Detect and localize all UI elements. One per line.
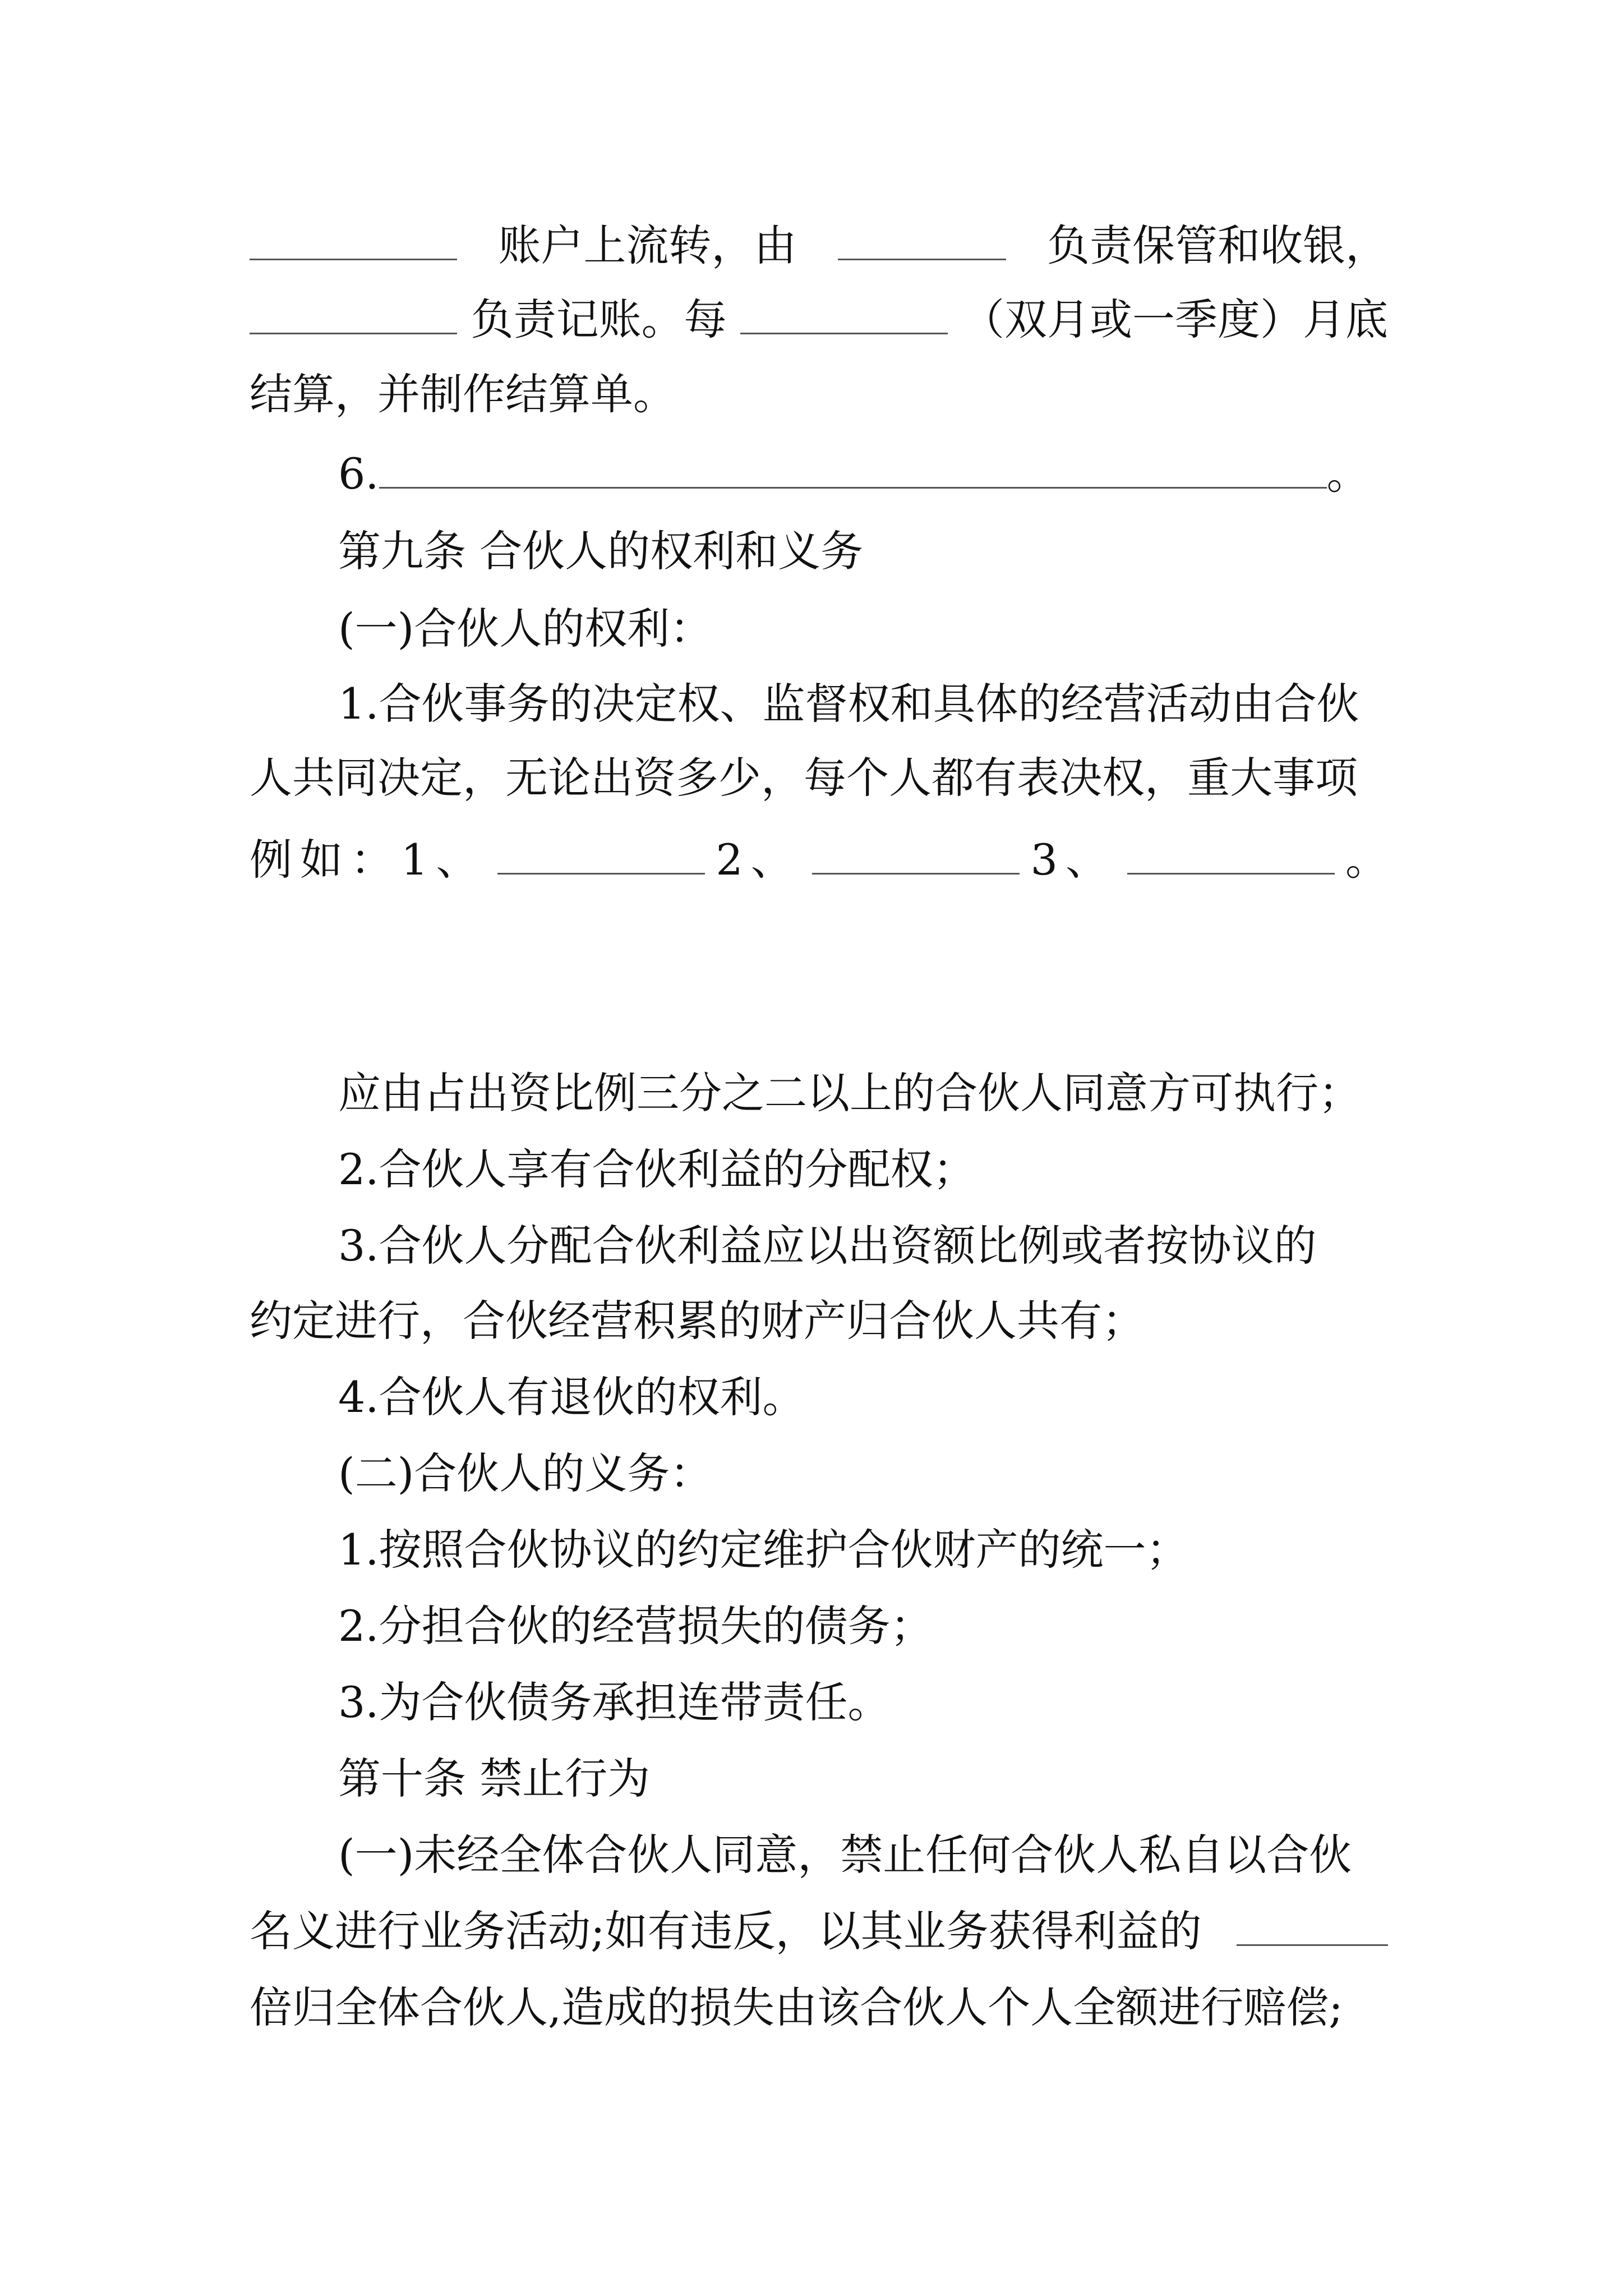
paragraph-line: 人共同决定，无论出资多少，每个人都有表决权，重大事项 [250, 753, 1358, 803]
fill-blank [379, 452, 1327, 489]
paragraph-line: 1.合伙事务的决定权、监督权和具体的经营活动由合伙 [338, 679, 1359, 729]
fill-blank [812, 838, 1020, 875]
paragraph-line: 应由占出资比例三分之二以上的合伙人同意方可执行； [338, 1068, 1361, 1118]
paragraph-line: 4.合伙人有退伙的权利。 [338, 1372, 805, 1422]
paragraph-line: 倍归全体合伙人,造成的损失由该合伙人个人全额进行赔偿; [250, 1982, 1343, 2032]
text-segment: 负责记账。每 [471, 295, 727, 344]
article-title: 第九条 合伙人的权利和义务 [338, 526, 864, 576]
paragraph-line [250, 215, 1388, 277]
paragraph-line: 约定进行，合伙经营积累的财产归合伙人共有； [250, 1296, 1145, 1346]
paragraph-line [250, 1901, 1388, 1962]
paragraph-line: 3.合伙人分配合伙利益应以出资额比例或者按协议的 [338, 1221, 1317, 1271]
text-segment: 账户上流转，由 [498, 220, 797, 270]
paragraph-line [338, 443, 1370, 505]
section-heading: (二)合伙人的义务： [338, 1448, 713, 1498]
paragraph-line [250, 829, 1388, 891]
text-segment: 。 [1326, 449, 1370, 499]
fill-blank [250, 224, 457, 260]
fill-blank [838, 224, 1006, 260]
fill-blank [1237, 1910, 1388, 1946]
paragraph-line: (一)未经全体合伙人同意，禁止任何合伙人私自以合伙 [338, 1830, 1352, 1880]
paragraph-line: 2.分担合伙的经营损失的债务； [338, 1601, 933, 1651]
paragraph-line: 2.合伙人享有合伙利益的分配权； [338, 1144, 976, 1194]
fill-blank [497, 838, 705, 875]
text-segment: 2、 [716, 835, 801, 885]
item-number: 6. [338, 449, 379, 499]
paragraph-line: 3.为合伙债务承担连带责任。 [338, 1677, 891, 1727]
fill-blank [740, 298, 948, 334]
paragraph-line: 1.按照合伙协议的约定维护合伙财产的统一； [338, 1525, 1189, 1575]
text-segment: 。 [1345, 835, 1388, 885]
paragraph-line: 结算，并制作结算单。 [250, 369, 676, 419]
text-segment: 名义进行业务活动;如有违反，以其业务获得利益的 [250, 1906, 1202, 1956]
paragraph-line [250, 289, 1388, 351]
text-segment: 3、 [1030, 835, 1117, 885]
text-segment: 负责保管和收银， [1046, 220, 1388, 270]
fill-blank [250, 298, 457, 334]
text-segment: 例如：1、 [250, 835, 487, 885]
fill-blank [1127, 838, 1335, 875]
section-heading: (一)合伙人的权利： [338, 604, 713, 654]
article-title: 第十条 禁止行为 [338, 1754, 651, 1803]
text-segment: （双月或一季度）月底 [961, 295, 1388, 344]
